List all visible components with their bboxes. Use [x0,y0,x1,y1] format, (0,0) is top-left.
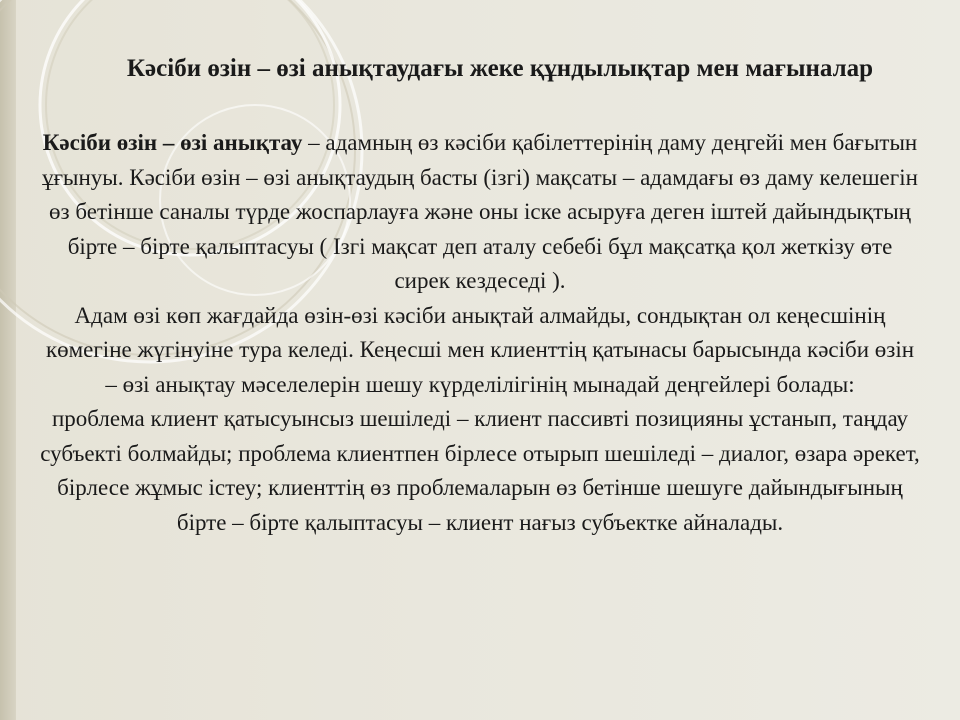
paragraph-consultant: Адам өзі көп жағдайда өзін-өзі кәсіби анықтай алмайды, сондықтан ол кеңесшінің көмегіне жүгінуіне тура келеді. Кеңесші мен клиенттің қатынасы барысында кәсіби өзін – өзі анықтау мәселелерін шешу күрделілігінің мынадай деңгейлері болады: [45,302,915,397]
paragraph-levels: проблема клиент қатысуынсыз шешіледі – клиент пассивті позицияны ұстанып, таңдау субъекті болмайды; проблема клиентпен бірлесе отырып шешіледі – диалог, өзара әрекет, бірлесе жұмыс істеу; клиенттің өз проблемаларын өз бетінше шешуге дайындығының бірте – бірте қалыптасуы – клиент нағыз субъектке айналады. [40,406,920,535]
slide-title: Кәсіби өзін – өзі анықтаудағы жеке құндылықтар мен мағыналар [126,55,874,82]
slide-body [40,126,920,540]
definition-text: – адамның өз кәсіби қабілеттерінің даму деңгейі мен бағытын ұғынуы. Кәсіби өзін – өзі анықтаудың басты (ізгі) мақсаты – адамдағы өз даму келешегін өз бетінше саналы түрде жоспарлауға және оны іске асыруға деген іштей дайындықтың бірте – бірте қалыптасуы ( Ізгі мақсат деп аталу себебі бұл мақсатқа қол жеткізу өте сирек кездеседі ). [42,130,918,293]
definition-term: Кәсіби өзін – өзі анықтау [42,130,303,155]
definition-paragraph [40,126,920,299]
